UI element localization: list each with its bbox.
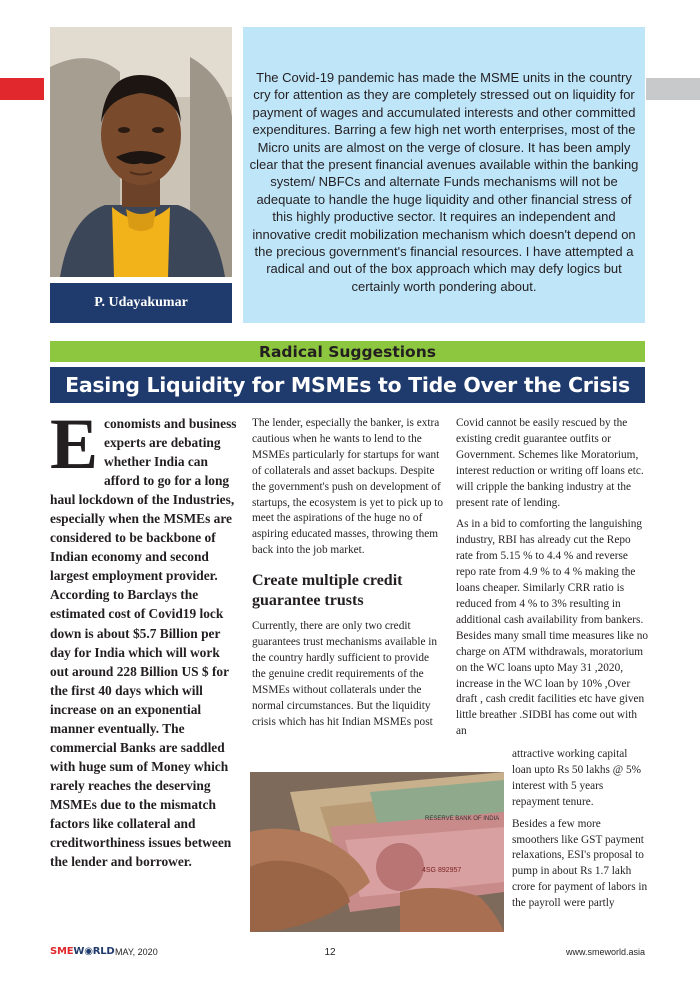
lead-column — [50, 404, 240, 871]
col3-paragraph-4: Besides a few more smoothers like GST payment relaxations, ESI's proposal to pump in about Rs 1.7 lakh crore for payment of labors in the payroll were partly — [512, 817, 648, 910]
col3-paragraph-3: attractive working capital loan upto Rs 50 lakhs @ 5% interest with 5 years repayment tenure. — [512, 748, 642, 808]
page-footer — [50, 946, 645, 962]
website-url: www.smeworld.asia — [565, 947, 645, 957]
col2-paragraph-2: Currently, there are only two credit guarantees trust mechanisms available in the country hardly sufficient to provide the genuine credit requirements of the MSMEs without collaterals under the normal circumstances. But the liquidity crisis which has hit Indian MSMEs post — [252, 620, 438, 728]
author-photo — [50, 27, 232, 277]
red-accent-bar — [0, 78, 44, 100]
banknote-text: RESERVE BANK OF INDIA — [425, 816, 500, 822]
smeworld-logo — [50, 946, 115, 957]
lead-paragraph: conomists and business experts are debating whether India can afford to go for a long haul lockdown of the Industries, especially when the MSMEs are considered to be backbone of Indian economy and second largest employment provider. According to Barclays the estimated cost of Covid19 lock down is about $5.7 Billion per day for India which will work out around 228 Billion US $ for the first 40 days which will increase on an exponential manner eventually. The commercial Banks are saddled with huge sum of Money which rarely reaches the deserving MSMEs due to the mismatch factors like collateral and creditworthiness issues between the lender and borrower. — [50, 416, 237, 870]
banknotes-image — [250, 772, 504, 932]
page-number: 12 — [324, 947, 336, 958]
author-portrait-image — [50, 27, 232, 277]
column-3 — [456, 416, 648, 746]
gray-accent-bar — [646, 78, 700, 100]
banknotes-photo — [250, 772, 504, 932]
intro-quote-text: The Covid-19 pandemic has made the MSME units in the country cry for attention as they are completely stressed out on liquidity for payment of wages and accumulated interests and other committed expenditures. Barring a few high net worth enterprises, most of the Micro units are almost on the verge of closure. It has been amply clear that the present financial avenues available within the banking system/ NBFCs and alternate Funds mechanisms will not be adequate to handle the huge liquidity and other financial stress of this highly productive sector. It requires an independent and innovative credit mobilization mechanism which doesn't depend on the precious government's financial resources. I have attempted a radical and out of the box approach which may defy logics but certainly worth pondering about. — [249, 70, 639, 294]
intro-quote-box — [243, 27, 645, 323]
logo-world: W◉RLD — [73, 946, 115, 957]
column-3-continued — [512, 747, 648, 918]
author-name: P. Udayakumar — [50, 283, 232, 323]
col2-paragraph-1: The lender, especially the banker, is extra cautious when he wants to lend to the MSMEs particularly for startups for want of collaterals and asset backups. Despite the government's push on development of startups, the ecosystem is yet to pick up to meet the aspirations of the huge no of aspiring educated masses, throwing them back into the job market. — [252, 417, 444, 557]
banknote-serial: 4SG 892957 — [422, 867, 462, 874]
col3-paragraph-1: Covid cannot be easily rescued by the existing credit guarantee outfits or Government. Schemes like Moratorium, interest reduction or writing off loans etc. will cripple the banking industry at the present rate of lending. — [456, 417, 644, 509]
column-2 — [252, 416, 444, 731]
article-headline: Easing Liquidity for MSMEs to Tide Over the Crisis — [50, 367, 645, 403]
col3-paragraph-2: As in a bid to comforting the languishing industry, RBI has already cut the Repo rate from 5.15 % to 4.4 % and reverse repo rate from 4.9 % to 4 % making the loans cheaper. Similarly CRR ratio is reduced from 4 % to 3% resulting in additional cash availability from bankers. Besides many small time measures like no charge on ATM withdrawals, moratorium on the WC loans upto May 31 ,2020, increase in the WC loan by 10% ,Over draft , cash credit facilities etc have given little breather .SIDBI has come out with an — [456, 518, 649, 738]
subheading: Create multiple credit guarantee trusts — [252, 572, 403, 610]
logo-sme: SME — [50, 946, 74, 957]
drop-cap: E — [50, 404, 99, 484]
issue-date: MAY, 2020 — [115, 947, 158, 957]
section-label: Radical Suggestions — [50, 341, 645, 362]
